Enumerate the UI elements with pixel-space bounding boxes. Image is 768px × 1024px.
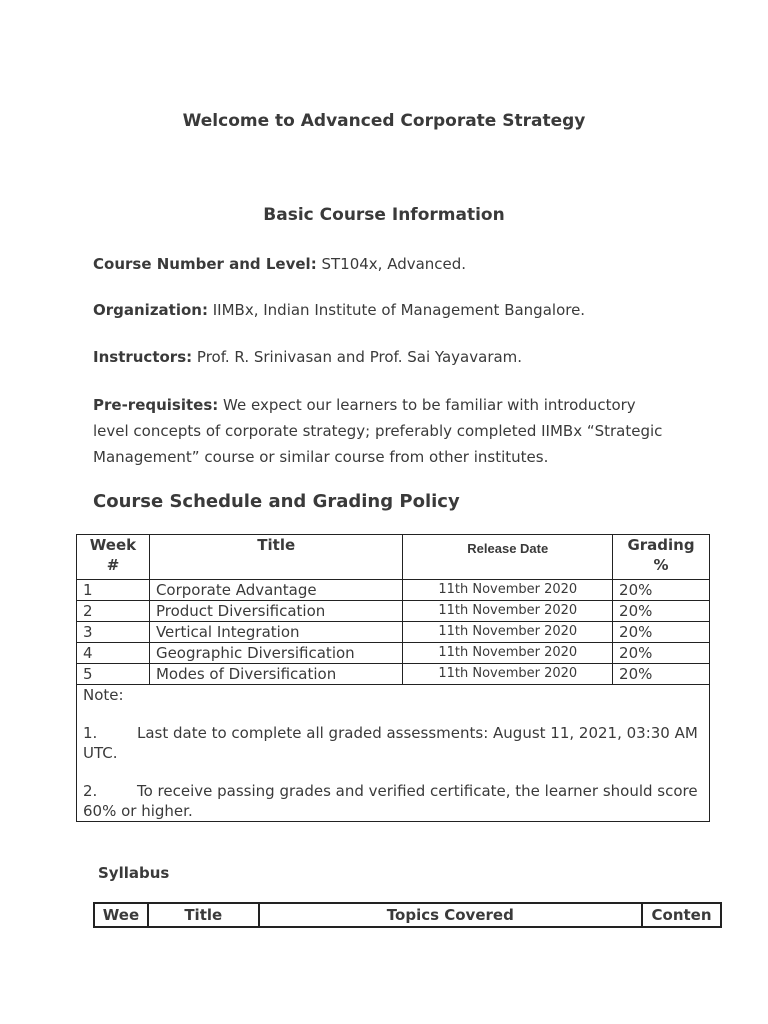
- instructors-value: Prof. R. Srinivasan and Prof. Sai Yayavaram.: [192, 348, 523, 366]
- week-cell: 2: [77, 601, 150, 622]
- syllabus-header-week: Wee: [94, 903, 148, 927]
- grading-cell: 20%: [613, 643, 710, 664]
- note-text-1: Last date to complete all graded assessments: August 11, 2021, 03:30 AM UTC.: [83, 724, 698, 762]
- course-number-label: Course Number and Level:: [93, 255, 317, 273]
- table-row: [77, 643, 710, 664]
- prerequisites-label: Pre-requisites:: [93, 396, 219, 414]
- grading-cell: 20%: [613, 622, 710, 643]
- syllabus-header-content: Conten: [642, 903, 721, 927]
- page-title: Welcome to Advanced Corporate Strategy: [182, 111, 586, 131]
- title-cell: Corporate Advantage: [149, 580, 403, 601]
- header-release-date: Release Date: [403, 535, 613, 580]
- schedule-table: [76, 534, 710, 822]
- grading-cell: 20%: [613, 664, 710, 685]
- note-item-1: [83, 723, 703, 763]
- title-cell: Vertical Integration: [149, 622, 403, 643]
- note-number-1: 1.: [83, 724, 98, 742]
- week-cell: 3: [77, 622, 150, 643]
- organization-info: [93, 297, 693, 323]
- organization-label: Organization:: [93, 301, 208, 319]
- syllabus-header-row: [94, 903, 721, 927]
- note-label: Note:: [83, 686, 124, 704]
- syllabus-table: [93, 902, 722, 928]
- note-text-2: To receive passing grades and verified certificate, the learner should score 60% or higher.: [83, 782, 698, 820]
- table-row: [77, 580, 710, 601]
- table-row: [77, 622, 710, 643]
- instructors-label: Instructors:: [93, 348, 193, 366]
- note-item-2: [83, 781, 703, 821]
- title-cell: Modes of Diversification: [149, 664, 403, 685]
- week-cell: 4: [77, 643, 150, 664]
- course-number-info: [93, 251, 693, 277]
- note-cell: [77, 685, 710, 822]
- course-number-value: ST104x, Advanced.: [316, 255, 467, 273]
- prerequisites-info: [93, 392, 673, 470]
- release-date-cell: 11th November 2020: [403, 580, 613, 601]
- release-date-cell: 11th November 2020: [403, 664, 613, 685]
- instructors-info: [93, 344, 693, 370]
- organization-value: IIMBx, Indian Institute of Management Bangalore.: [207, 301, 586, 319]
- note-number-2: 2.: [83, 782, 98, 800]
- release-date-cell: 11th November 2020: [403, 601, 613, 622]
- syllabus-header-topics: Topics Covered: [259, 903, 642, 927]
- header-week: Week #: [77, 535, 150, 580]
- title-cell: Geographic Diversification: [149, 643, 403, 664]
- release-date-cell: 11th November 2020: [403, 643, 613, 664]
- grading-cell: 20%: [613, 580, 710, 601]
- section-heading-basic-info: Basic Course Information: [263, 205, 505, 225]
- section-heading-syllabus: Syllabus: [98, 864, 170, 882]
- header-title: Title: [149, 535, 403, 580]
- week-cell: 5: [77, 664, 150, 685]
- header-grading: Grading %: [613, 535, 710, 580]
- table-row: [77, 664, 710, 685]
- table-row: [77, 601, 710, 622]
- note-row: [77, 685, 710, 822]
- syllabus-header-title: Title: [148, 903, 259, 927]
- grading-cell: 20%: [613, 601, 710, 622]
- release-date-cell: 11th November 2020: [403, 622, 613, 643]
- section-heading-schedule: Course Schedule and Grading Policy: [93, 491, 460, 512]
- week-cell: 1: [77, 580, 150, 601]
- prerequisites-value: We expect our learners to be familiar with introductory level concepts of corporate strategy; preferably completed IIMBx “Strategic Management” course or similar course from other institutes.: [93, 396, 663, 466]
- schedule-header-row: [77, 535, 710, 580]
- title-cell: Product Diversification: [149, 601, 403, 622]
